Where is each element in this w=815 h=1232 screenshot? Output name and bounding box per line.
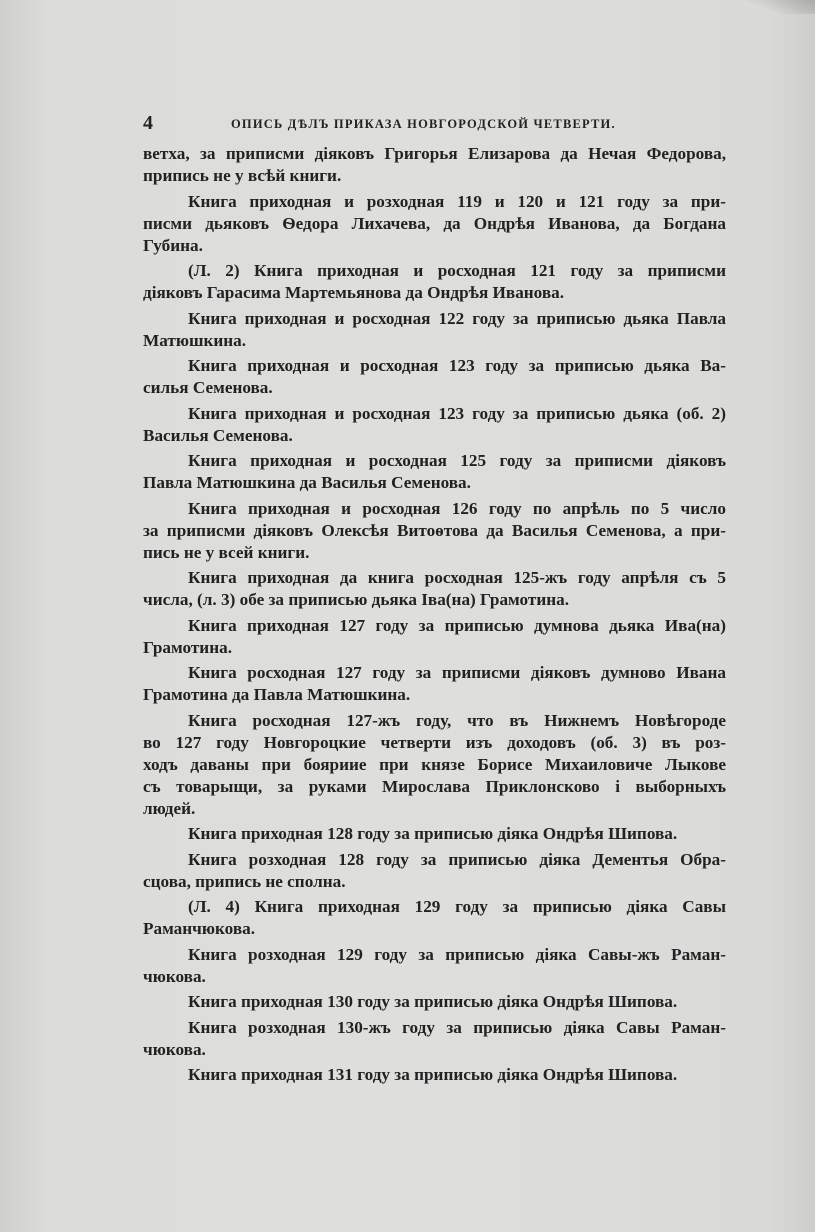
text-line: Книга приходная 128 году за приписью діяка Ондрѣя Шипова. bbox=[188, 824, 678, 843]
entry-paragraph bbox=[143, 710, 726, 820]
entry-paragraph bbox=[143, 355, 726, 399]
text-line: Павла Матюшкина да Василья Семенова. bbox=[143, 473, 471, 492]
text-line: Книга приходная да книга росходная 125-жъ году апрѣля съ 5 bbox=[188, 568, 726, 587]
text-line: Книга приходная 127 году за приписью думнова дьяка Ива(на) bbox=[188, 615, 726, 635]
text-line: пись не у всей книги. bbox=[143, 542, 310, 562]
text-line: сцова, припись не сполна. bbox=[143, 871, 346, 891]
text-line: силья Семенова. bbox=[143, 378, 273, 397]
text-line: Книга приходная и росходная 122 году за приписью дьяка Павла bbox=[188, 308, 726, 328]
text-line: Книга приходная 130 году за приписью діяка Ондрѣя Шипова. bbox=[188, 992, 678, 1011]
text-line: (Л. 2) Книга приходная и росходная 121 году за приписми bbox=[188, 261, 726, 280]
text-line: числа, (л. 3) обе за приписью дьяка Іва(на) Грамотина. bbox=[143, 590, 570, 609]
text-line: Книга приходная и розходная 119 и 120 и 121 году за при- bbox=[188, 191, 726, 211]
text-line: за приписми діяковъ Олексѣя Витоѳтова да Василья Семенова, а при- bbox=[143, 520, 726, 540]
text-line: Грамотина. bbox=[143, 637, 232, 657]
text-line: во 127 году Новгороцкие четверти изъ доходовъ (об. 3) въ роз- bbox=[143, 732, 726, 752]
entry-paragraph bbox=[143, 849, 726, 893]
text-line: Книга приходная и росходная 126 году по апрѣль по 5 число bbox=[188, 498, 726, 518]
entry-paragraph bbox=[143, 260, 726, 304]
entry-paragraph bbox=[143, 615, 726, 659]
text-line: писми дьяковъ Ѳедора Лихачева, да Ондрѣя Иванова, да Богдана bbox=[143, 213, 726, 233]
entry-paragraph bbox=[143, 191, 726, 257]
entry-paragraph bbox=[143, 403, 726, 447]
text-line: Губина. bbox=[143, 235, 203, 255]
page-number: 4 bbox=[143, 112, 153, 134]
text-line: Василья Семенова. bbox=[143, 425, 293, 445]
document-body bbox=[143, 143, 726, 1090]
text-line: Матюшкина. bbox=[143, 330, 247, 350]
text-line: діяковъ Гарасима Мартемьянова да Ондрѣя Иванова. bbox=[143, 283, 565, 302]
text-line: чюкова. bbox=[143, 1039, 206, 1059]
text-line: Книга росходная 127-жъ году, что въ Нижнемъ Новѣгороде bbox=[188, 710, 726, 730]
text-line: Книга розходная 130-жъ году за приписью діяка Савы Раман- bbox=[188, 1017, 726, 1037]
text-line: Книга розходная 129 году за приписью діяка Савы-жъ Раман- bbox=[188, 944, 726, 964]
text-line: людей. bbox=[143, 798, 196, 818]
entry-paragraph bbox=[143, 662, 726, 706]
text-line: Книга розходная 128 году за приписью діяка Дементья Обра- bbox=[188, 849, 726, 869]
text-line: Книга росходная 127 году за приписми діяковъ думново Ивана bbox=[188, 663, 726, 682]
text-line: ветха, за приписми діяковъ Григорья Елизарова да Нечая Федорова, bbox=[143, 144, 726, 163]
running-title: ОПИСЬ ДѢЛЪ ПРИКАЗА НОВГОРОДСКОЙ ЧЕТВЕРТИ. bbox=[231, 117, 616, 131]
entry-paragraph bbox=[143, 896, 726, 940]
entry-paragraph bbox=[143, 1064, 726, 1086]
entry-paragraph bbox=[143, 450, 726, 494]
text-line: Раманчюкова. bbox=[143, 919, 256, 938]
entry-paragraph bbox=[143, 498, 726, 564]
text-line: съ товарыщи, за руками Мирослава Приклонсково і выборныхъ bbox=[143, 776, 726, 796]
text-line: (Л. 4) Книга приходная 129 году за приписью діяка Савы bbox=[188, 897, 726, 916]
text-line: ходъ даваны при бояриие при князе Борисе Михаиловиче Лыкове bbox=[143, 754, 726, 774]
text-line: Книга приходная и росходная 125 году за приписми діяковъ bbox=[188, 451, 726, 470]
text-line: чюкова. bbox=[143, 966, 206, 986]
entry-paragraph bbox=[143, 823, 726, 845]
entry-paragraph bbox=[143, 991, 726, 1013]
text-line: Грамотина да Павла Матюшкина. bbox=[143, 685, 411, 704]
entry-paragraph bbox=[143, 567, 726, 611]
entry-paragraph bbox=[143, 143, 726, 187]
page-header bbox=[143, 112, 733, 138]
text-line: Книга приходная 131 году за приписью діяка Ондрѣя Шипова. bbox=[188, 1065, 678, 1084]
entry-paragraph bbox=[143, 1017, 726, 1061]
text-line: Книга приходная и росходная 123 году за приписью дьяка Ва- bbox=[188, 356, 726, 375]
entry-paragraph bbox=[143, 308, 726, 352]
text-line: припись не у всѣй книги. bbox=[143, 166, 342, 185]
entry-paragraph bbox=[143, 944, 726, 988]
page-corner-shadow bbox=[745, 0, 815, 14]
text-line: Книга приходная и росходная 123 году за приписью дьяка (об. 2) bbox=[188, 403, 726, 423]
